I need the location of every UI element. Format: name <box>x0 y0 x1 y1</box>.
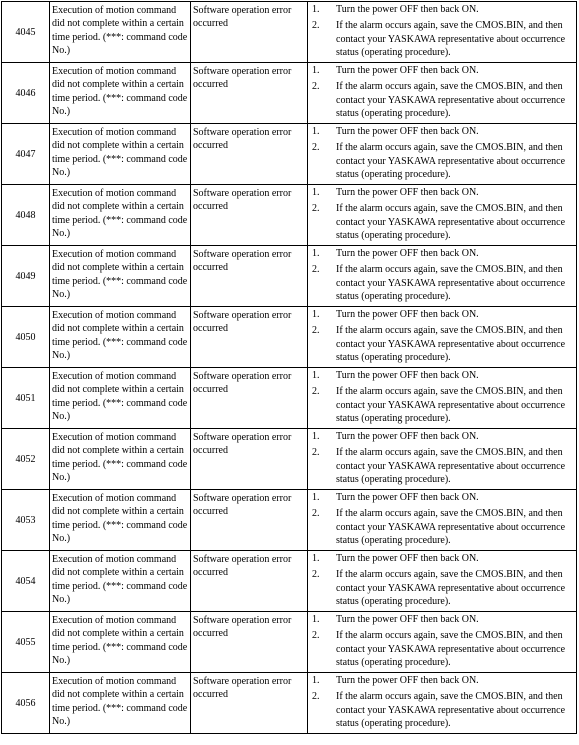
alarm-code: 4051 <box>2 368 50 429</box>
remedy-list <box>308 612 576 669</box>
remedy-step-text: If the alarm occurs again, save the CMOS.BIN, and then contact your YASKAWA representative about occurrence status (operating procedure). <box>336 691 566 729</box>
alarm-cause-cell <box>191 368 308 429</box>
remedy-step-text: Turn the power OFF then back ON. <box>336 65 479 76</box>
remedy-step <box>308 247 572 260</box>
alarm-code: 4056 <box>2 673 50 734</box>
remedy-step-number: 2. <box>312 81 320 93</box>
alarm-code: 4048 <box>2 185 50 246</box>
remedy-list <box>308 673 576 730</box>
remedy-step <box>308 568 572 608</box>
alarm-description-cell <box>50 185 191 246</box>
alarm-description: Execution of motion command did not complete within a certain time period. (***: command code No.) <box>52 127 188 178</box>
remedy-step <box>308 186 572 199</box>
alarm-code: 4052 <box>2 429 50 490</box>
alarm-description: Execution of motion command did not complete within a certain time period. (***: command code No.) <box>52 615 188 666</box>
remedy-step-text: Turn the power OFF then back ON. <box>336 492 479 503</box>
remedy-list <box>308 490 576 547</box>
remedy-step-number: 2. <box>312 142 320 154</box>
remedy-step-text: If the alarm occurs again, save the CMOS.BIN, and then contact your YASKAWA representative about occurrence status (operating procedure). <box>336 508 566 546</box>
remedy-step-text: If the alarm occurs again, save the CMOS.BIN, and then contact your YASKAWA representative about occurrence status (operating procedure). <box>336 203 566 241</box>
alarm-cause-cell <box>191 124 308 185</box>
alarm-description: Execution of motion command did not complete within a certain time period. (***: command code No.) <box>52 554 188 605</box>
alarm-cause-cell <box>191 551 308 612</box>
remedy-step-number: 2. <box>312 447 320 459</box>
remedy-step-text: Turn the power OFF then back ON. <box>336 614 479 625</box>
alarm-cause-cell <box>191 673 308 734</box>
alarm-cause: Software operation error occurred <box>193 66 292 91</box>
remedy-step <box>308 552 572 565</box>
alarm-description-cell <box>50 307 191 368</box>
remedy-step-text: If the alarm occurs again, save the CMOS.BIN, and then contact your YASKAWA representative about occurrence status (operating procedure). <box>336 142 566 180</box>
alarm-description-cell <box>50 246 191 307</box>
table-row <box>2 490 577 551</box>
table-row <box>2 307 577 368</box>
remedy-step-text: Turn the power OFF then back ON. <box>336 309 479 320</box>
remedy-step <box>308 369 572 382</box>
alarm-description: Execution of motion command did not complete within a certain time period. (***: command code No.) <box>52 310 188 361</box>
alarm-cause: Software operation error occurred <box>193 432 292 457</box>
alarm-remedy-cell <box>308 429 577 490</box>
remedy-step <box>308 202 572 242</box>
table-row <box>2 2 577 63</box>
remedy-step-number: 1. <box>312 309 320 320</box>
alarm-code: 4047 <box>2 124 50 185</box>
remedy-step-text: If the alarm occurs again, save the CMOS.BIN, and then contact your YASKAWA representative about occurrence status (operating procedure). <box>336 569 566 607</box>
alarm-description: Execution of motion command did not complete within a certain time period. (***: command code No.) <box>52 432 188 483</box>
table-row <box>2 185 577 246</box>
alarm-code: 4055 <box>2 612 50 673</box>
alarm-cause-cell <box>191 612 308 673</box>
remedy-step <box>308 64 572 77</box>
alarm-cause: Software operation error occurred <box>193 676 292 701</box>
remedy-step <box>308 430 572 443</box>
alarm-description-cell <box>50 368 191 429</box>
remedy-step-text: If the alarm occurs again, save the CMOS.BIN, and then contact your YASKAWA representative about occurrence status (operating procedure). <box>336 264 566 302</box>
alarm-code: 4045 <box>2 2 50 63</box>
table-row <box>2 246 577 307</box>
remedy-list <box>308 63 576 120</box>
remedy-step-number: 1. <box>312 248 320 259</box>
alarm-description-cell <box>50 612 191 673</box>
remedy-step-number: 1. <box>312 126 320 137</box>
table-row <box>2 551 577 612</box>
alarm-cause-cell <box>191 63 308 124</box>
alarm-description: Execution of motion command did not complete within a certain time period. (***: command code No.) <box>52 188 188 239</box>
remedy-step-number: 1. <box>312 187 320 198</box>
remedy-step <box>308 446 572 486</box>
remedy-list <box>308 124 576 181</box>
alarm-description: Execution of motion command did not complete within a certain time period. (***: command code No.) <box>52 493 188 544</box>
table-row <box>2 429 577 490</box>
remedy-step-number: 1. <box>312 65 320 76</box>
remedy-step-number: 2. <box>312 630 320 642</box>
alarm-code: 4050 <box>2 307 50 368</box>
alarm-remedy-cell <box>308 246 577 307</box>
remedy-step-number: 2. <box>312 325 320 337</box>
remedy-step-number: 1. <box>312 492 320 503</box>
remedy-step-number: 1. <box>312 553 320 564</box>
remedy-step <box>308 308 572 321</box>
alarm-cause-cell <box>191 490 308 551</box>
alarm-table-body <box>2 2 577 734</box>
alarm-description-cell <box>50 551 191 612</box>
remedy-step-text: Turn the power OFF then back ON. <box>336 4 479 15</box>
remedy-step-text: Turn the power OFF then back ON. <box>336 431 479 442</box>
remedy-list <box>308 368 576 425</box>
alarm-description-cell <box>50 63 191 124</box>
remedy-step-number: 1. <box>312 675 320 686</box>
table-row <box>2 368 577 429</box>
alarm-remedy-cell <box>308 307 577 368</box>
alarm-code: 4046 <box>2 63 50 124</box>
remedy-step-text: Turn the power OFF then back ON. <box>336 248 479 259</box>
remedy-step-text: Turn the power OFF then back ON. <box>336 675 479 686</box>
table-row <box>2 63 577 124</box>
alarm-cause: Software operation error occurred <box>193 188 292 213</box>
remedy-step-number: 1. <box>312 431 320 442</box>
remedy-step <box>308 491 572 504</box>
table-row <box>2 124 577 185</box>
alarm-cause: Software operation error occurred <box>193 127 292 152</box>
remedy-step <box>308 125 572 138</box>
alarm-remedy-cell <box>308 673 577 734</box>
remedy-step <box>308 324 572 364</box>
remedy-step <box>308 690 572 730</box>
remedy-step <box>308 80 572 120</box>
remedy-step-number: 2. <box>312 264 320 276</box>
alarm-cause-cell <box>191 185 308 246</box>
remedy-step-text: Turn the power OFF then back ON. <box>336 187 479 198</box>
remedy-step <box>308 385 572 425</box>
alarm-description: Execution of motion command did not complete within a certain time period. (***: command code No.) <box>52 249 188 300</box>
alarm-cause-cell <box>191 307 308 368</box>
alarm-cause: Software operation error occurred <box>193 554 292 579</box>
remedy-step-text: If the alarm occurs again, save the CMOS.BIN, and then contact your YASKAWA representative about occurrence status (operating procedure). <box>336 20 566 58</box>
alarm-code: 4054 <box>2 551 50 612</box>
table-row <box>2 673 577 734</box>
alarm-table <box>1 1 577 734</box>
remedy-step-text: If the alarm occurs again, save the CMOS.BIN, and then contact your YASKAWA representative about occurrence status (operating procedure). <box>336 386 566 424</box>
remedy-step-number: 2. <box>312 203 320 215</box>
remedy-step-number: 2. <box>312 508 320 520</box>
alarm-description: Execution of motion command did not complete within a certain time period. (***: command code No.) <box>52 371 188 422</box>
remedy-step-number: 1. <box>312 614 320 625</box>
remedy-list <box>308 429 576 486</box>
remedy-step <box>308 629 572 669</box>
alarm-cause: Software operation error occurred <box>193 371 292 396</box>
alarm-remedy-cell <box>308 2 577 63</box>
table-row <box>2 612 577 673</box>
alarm-code: 4049 <box>2 246 50 307</box>
alarm-cause-cell <box>191 246 308 307</box>
remedy-list <box>308 185 576 242</box>
remedy-step-text: Turn the power OFF then back ON. <box>336 370 479 381</box>
remedy-step <box>308 3 572 16</box>
remedy-step <box>308 507 572 547</box>
alarm-remedy-cell <box>308 185 577 246</box>
remedy-list <box>308 307 576 364</box>
remedy-step-number: 2. <box>312 386 320 398</box>
alarm-remedy-cell <box>308 368 577 429</box>
remedy-step-number: 2. <box>312 569 320 581</box>
remedy-step-number: 2. <box>312 20 320 32</box>
remedy-step-text: If the alarm occurs again, save the CMOS.BIN, and then contact your YASKAWA representative about occurrence status (operating procedure). <box>336 447 566 485</box>
remedy-step <box>308 674 572 687</box>
alarm-description-cell <box>50 429 191 490</box>
alarm-cause: Software operation error occurred <box>193 615 292 640</box>
alarm-remedy-cell <box>308 490 577 551</box>
alarm-description-cell <box>50 2 191 63</box>
alarm-cause: Software operation error occurred <box>193 493 292 518</box>
alarm-code: 4053 <box>2 490 50 551</box>
alarm-description-cell <box>50 673 191 734</box>
alarm-remedy-cell <box>308 124 577 185</box>
remedy-step-text: Turn the power OFF then back ON. <box>336 126 479 137</box>
remedy-step-text: Turn the power OFF then back ON. <box>336 553 479 564</box>
remedy-step <box>308 141 572 181</box>
remedy-step-number: 1. <box>312 4 320 15</box>
alarm-remedy-cell <box>308 551 577 612</box>
remedy-step <box>308 19 572 59</box>
alarm-description: Execution of motion command did not complete within a certain time period. (***: command code No.) <box>52 66 188 117</box>
remedy-step-number: 2. <box>312 691 320 703</box>
remedy-step-text: If the alarm occurs again, save the CMOS.BIN, and then contact your YASKAWA representative about occurrence status (operating procedure). <box>336 81 566 119</box>
remedy-list <box>308 551 576 608</box>
alarm-remedy-cell <box>308 63 577 124</box>
remedy-step <box>308 613 572 626</box>
alarm-description: Execution of motion command did not complete within a certain time period. (***: command code No.) <box>52 5 188 56</box>
remedy-step <box>308 263 572 303</box>
alarm-cause: Software operation error occurred <box>193 5 292 30</box>
alarm-description: Execution of motion command did not complete within a certain time period. (***: command code No.) <box>52 676 188 727</box>
remedy-step-text: If the alarm occurs again, save the CMOS.BIN, and then contact your YASKAWA representative about occurrence status (operating procedure). <box>336 325 566 363</box>
alarm-cause-cell <box>191 2 308 63</box>
remedy-list <box>308 2 576 59</box>
remedy-step-number: 1. <box>312 370 320 381</box>
alarm-description-cell <box>50 490 191 551</box>
alarm-cause-cell <box>191 429 308 490</box>
alarm-cause: Software operation error occurred <box>193 310 292 335</box>
remedy-step-text: If the alarm occurs again, save the CMOS.BIN, and then contact your YASKAWA representative about occurrence status (operating procedure). <box>336 630 566 668</box>
remedy-list <box>308 246 576 303</box>
alarm-description-cell <box>50 124 191 185</box>
alarm-cause: Software operation error occurred <box>193 249 292 274</box>
alarm-remedy-cell <box>308 612 577 673</box>
